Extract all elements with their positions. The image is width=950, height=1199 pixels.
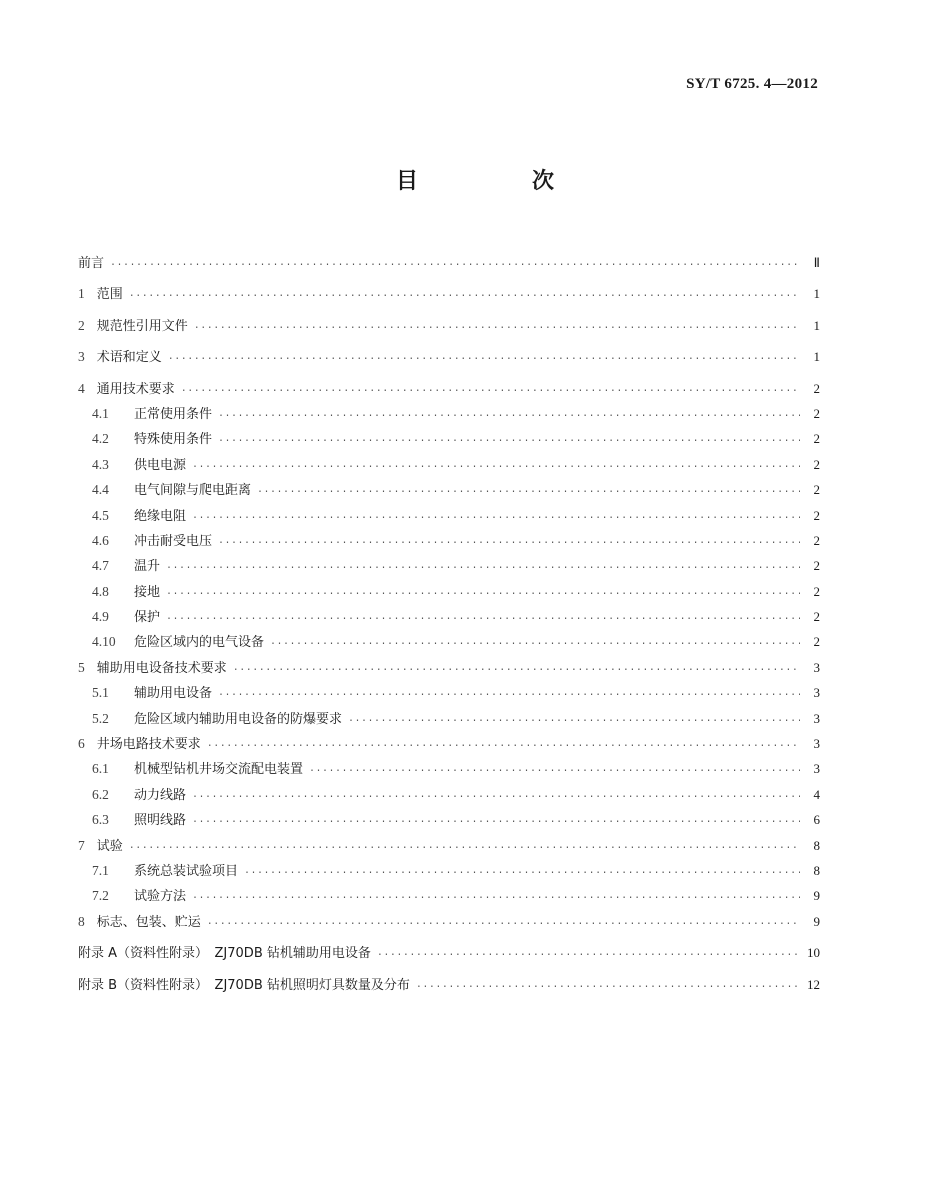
- toc-entry[interactable]: [78, 555, 820, 580]
- toc-entry-title: 动力线路: [134, 787, 187, 803]
- toc-entry-title: 前言: [78, 256, 105, 271]
- toc-entry-title: 井场电路技术要求: [96, 737, 201, 753]
- dot-leader: [192, 893, 800, 904]
- toc-entry[interactable]: [78, 682, 820, 707]
- toc-entry-page: 2: [813, 532, 820, 548]
- toc-entry-page: 3: [813, 710, 820, 726]
- toc-entry-number: 6.1: [92, 761, 109, 777]
- dot-leader: [181, 386, 800, 397]
- toc-entry-title: 冲击耐受电压: [134, 533, 213, 549]
- toc-entry-page: 1: [813, 286, 820, 302]
- toc-entry[interactable]: [78, 606, 820, 631]
- toc-entry-number: 7.2: [92, 888, 109, 904]
- dot-leader: [257, 487, 800, 498]
- toc-entry[interactable]: [78, 252, 820, 277]
- dot-leader: [218, 436, 800, 447]
- toc-entry-number: 7: [78, 837, 85, 853]
- toc-entry[interactable]: [78, 315, 820, 340]
- toc-entry-number: 6: [78, 736, 85, 752]
- toc-entry-page: 8: [813, 862, 820, 878]
- toc-entry-page: Ⅱ: [813, 255, 820, 270]
- toc-entry-title: 通用技术要求: [96, 381, 175, 397]
- dot-leader: [207, 741, 800, 752]
- standard-code: SY/T 6725. 4—2012: [686, 76, 818, 92]
- toc-entry-page: 2: [813, 380, 820, 396]
- toc-entry[interactable]: [78, 733, 820, 758]
- toc-entry-number: 4: [78, 380, 85, 396]
- toc-entry-title: 试验: [96, 838, 123, 854]
- toc-entry-number: 1: [78, 286, 85, 302]
- dot-leader: [218, 538, 800, 549]
- dot-leader: [129, 291, 800, 302]
- toc-entry-number: 5: [78, 659, 85, 675]
- table-of-contents: [78, 252, 820, 999]
- toc-entry-page: 9: [813, 913, 820, 929]
- toc-entry-page: 1: [813, 349, 820, 365]
- toc-entry-title: 范围: [96, 287, 123, 303]
- dot-leader: [218, 411, 800, 422]
- toc-entry[interactable]: [78, 657, 820, 682]
- toc-entry[interactable]: [78, 530, 820, 555]
- toc-entry-page: 1: [813, 317, 820, 333]
- toc-entry-number: 4.1: [92, 405, 109, 421]
- toc-entry-title: 特殊使用条件: [134, 432, 213, 448]
- dot-leader: [166, 563, 800, 574]
- toc-entry-number: 6.2: [92, 786, 109, 802]
- dot-leader: [129, 843, 800, 854]
- toc-entry-title: 供电电源: [134, 457, 187, 473]
- toc-entry[interactable]: [78, 911, 820, 936]
- toc-entry-number: 4.8: [92, 583, 109, 599]
- toc-entry[interactable]: [78, 581, 820, 606]
- dot-leader: [233, 665, 800, 676]
- dot-leader: [309, 766, 800, 777]
- toc-entry-page: 2: [813, 634, 820, 650]
- toc-entry-number: 3: [78, 349, 85, 365]
- dot-leader: [192, 462, 800, 473]
- toc-entry-title: 附录 B（资料性附录） ZJ70DB 钻机照明灯具数量及分布: [78, 977, 410, 993]
- toc-entry-number: 5.1: [92, 685, 109, 701]
- toc-entry-title: 标志、包装、贮运: [96, 914, 201, 930]
- toc-entry-page: 2: [813, 558, 820, 574]
- toc-entry-title: 电气间隙与爬电距离: [134, 483, 252, 499]
- toc-entry-number: 6.3: [92, 812, 109, 828]
- toc-entry-page: 9: [813, 888, 820, 904]
- toc-entry-title: 正常使用条件: [134, 406, 213, 422]
- toc-entry-page: 2: [813, 609, 820, 625]
- toc-entry-page: 2: [813, 405, 820, 421]
- toc-entry[interactable]: [78, 378, 820, 403]
- dot-leader: [218, 690, 800, 701]
- toc-entry-title: 系统总装试验项目: [134, 863, 239, 879]
- dot-leader: [270, 639, 800, 650]
- toc-entry-title: 照明线路: [134, 813, 187, 829]
- toc-entry-title: 辅助用电设备技术要求: [96, 660, 227, 676]
- toc-entry[interactable]: [78, 454, 820, 479]
- toc-entry-number: 8: [78, 913, 85, 929]
- dot-leader: [192, 513, 800, 524]
- toc-entry-title: 接地: [134, 584, 161, 600]
- toc-entry[interactable]: [78, 885, 820, 910]
- toc-entry-number: 4.4: [92, 482, 109, 498]
- toc-entry-page: 8: [813, 837, 820, 853]
- toc-entry[interactable]: [78, 835, 820, 860]
- toc-entry-title: 危险区域内的电气设备: [134, 635, 265, 651]
- toc-entry[interactable]: [78, 860, 820, 885]
- toc-entry[interactable]: [78, 403, 820, 428]
- toc-entry-title: 温升: [134, 559, 161, 575]
- dot-leader: [416, 982, 800, 993]
- toc-entry[interactable]: [78, 428, 820, 453]
- toc-entry-title: 机械型钻机井场交流配电装置: [134, 762, 304, 778]
- toc-entry-number: 4.9: [92, 609, 109, 625]
- toc-entry-page: 2: [813, 583, 820, 599]
- toc-entry[interactable]: [78, 758, 820, 783]
- toc-entry-title: 附录 A（资料性附录） ZJ70DB 钻机辅助用电设备: [78, 946, 371, 962]
- toc-entry[interactable]: [78, 479, 820, 504]
- toc-entry[interactable]: [78, 974, 820, 999]
- toc-entry-number: 7.1: [92, 862, 109, 878]
- toc-entry-number: 4.5: [92, 507, 109, 523]
- toc-entry-page: 2: [813, 507, 820, 523]
- dot-leader: [377, 950, 800, 961]
- toc-entry-page: 3: [813, 659, 820, 675]
- dot-leader: [192, 792, 800, 803]
- toc-entry-title: 危险区域内辅助用电设备的防爆要求: [134, 711, 343, 727]
- toc-entry-number: 4.3: [92, 456, 109, 472]
- toc-entry-title: 术语和定义: [96, 350, 162, 366]
- toc-entry-page: 3: [813, 736, 820, 752]
- toc-entry-page: 4: [813, 786, 820, 802]
- toc-entry-page: 6: [813, 812, 820, 828]
- toc-entry-title: 辅助用电设备: [134, 686, 213, 702]
- toc-entry-number: 2: [78, 317, 85, 333]
- dot-leader: [207, 919, 800, 930]
- toc-entry[interactable]: [78, 784, 820, 809]
- toc-entry-page: 3: [813, 761, 820, 777]
- toc-entry[interactable]: [78, 283, 820, 308]
- toc-entry-number: 4.7: [92, 558, 109, 574]
- dot-leader: [194, 323, 800, 334]
- toc-entry-title: 保护: [134, 610, 161, 626]
- dot-leader: [348, 716, 800, 727]
- toc-entry-title: 绝缘电阻: [134, 508, 187, 524]
- toc-entry-number: 4.2: [92, 431, 109, 447]
- toc-entry-page: 10: [807, 945, 820, 961]
- toc-entry-title: 规范性引用文件: [96, 318, 188, 334]
- toc-entry[interactable]: [78, 708, 820, 733]
- toc-entry[interactable]: [78, 631, 820, 656]
- toc-entry-number: 4.10: [92, 634, 116, 650]
- page-title: 目 次: [395, 169, 600, 194]
- dot-leader: [244, 868, 800, 879]
- dot-leader: [192, 817, 800, 828]
- toc-entry-page: 12: [807, 976, 820, 992]
- toc-entry[interactable]: [78, 942, 820, 967]
- toc-entry-page: 2: [813, 482, 820, 498]
- dot-leader: [168, 354, 800, 365]
- toc-entry-title: 试验方法: [134, 889, 187, 905]
- toc-entry-page: 3: [813, 685, 820, 701]
- dot-leader: [110, 260, 800, 271]
- toc-entry-number: 4.6: [92, 532, 109, 548]
- dot-leader: [166, 589, 800, 600]
- toc-entry[interactable]: [78, 809, 820, 834]
- toc-entry-number: 5.2: [92, 710, 109, 726]
- toc-entry-page: 2: [813, 456, 820, 472]
- toc-entry[interactable]: [78, 505, 820, 530]
- toc-entry[interactable]: [78, 346, 820, 371]
- toc-entry-page: 2: [813, 431, 820, 447]
- dot-leader: [166, 614, 800, 625]
